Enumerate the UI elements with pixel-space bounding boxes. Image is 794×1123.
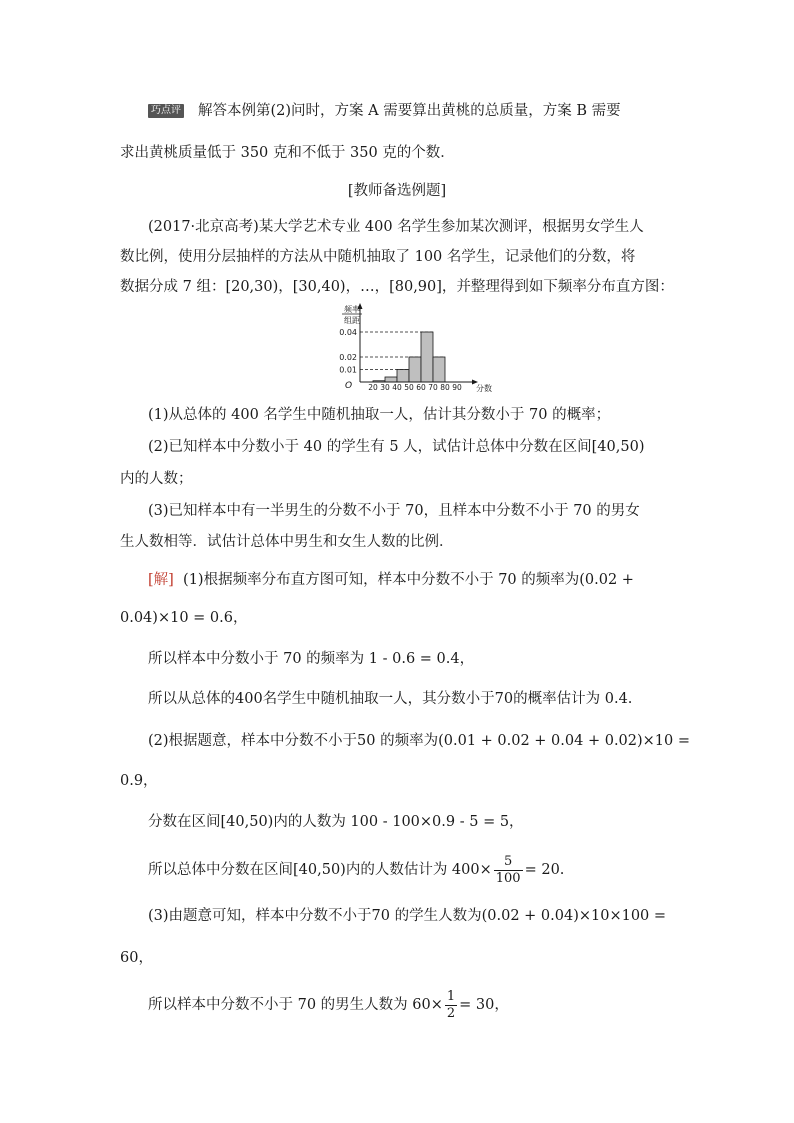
histogram-bar	[385, 377, 397, 382]
histogram-bar	[397, 370, 409, 383]
solution-line-11	[148, 987, 509, 1023]
x-tick-label: 50	[404, 383, 414, 392]
y-tick-label: 0.01	[339, 365, 357, 375]
fraction-numerator: 5	[494, 854, 523, 871]
origin-label: O	[345, 381, 353, 391]
question-2-line-1: (2)已知样本中分数小于 40 的学生有 5 人，试估计总体中分数在区间[40,50)	[148, 439, 645, 455]
fraction-denominator: 100	[495, 870, 521, 886]
x-axis-label: 分数	[476, 384, 492, 393]
x-tick-label: 20	[368, 383, 378, 392]
x-tick-labels	[368, 383, 462, 392]
fraction-5-over-100	[494, 854, 523, 887]
fraction-denominator: 2	[446, 1005, 456, 1021]
solution-text-1: (1)根据频率分布直方图可知，样本中分数不小于 70 的频率为(0.02 +	[183, 572, 634, 588]
x-tick-label: 80	[440, 383, 450, 392]
solution-line-9: (3)由题意可知，样本中分数不小于70 的学生人数为(0.02 + 0.04)×10×100 =	[148, 908, 667, 924]
question-3-line-1: (3)已知样本中有一半男生的分数不小于 70，且样本中分数不小于 70 的男女	[148, 503, 640, 519]
comment-line-1	[148, 101, 621, 121]
solution-line-5: (2)根据题意，样本中分数不小于50 的频率为(0.01 + 0.02 + 0.04 + 0.02)×10 =	[148, 733, 691, 749]
solution-line-10: 60，	[120, 950, 153, 966]
solution-line-2: 0.04)×10 = 0.6，	[120, 610, 248, 626]
solution-line-4: 所以从总体的400名学生中随机抽取一人，其分数小于70的概率估计为 0.4.	[148, 691, 633, 707]
y-label-bottom: 组距	[344, 316, 360, 325]
x-tick-label: 60	[416, 383, 426, 392]
solution-line-6: 0.9，	[120, 773, 158, 789]
comment-badge: 巧点评	[148, 104, 184, 118]
problem-text-1: 某大学艺术专业 400 名学生参加某次测评，根据男女学生人	[258, 219, 644, 235]
problem-line-2: 数比例，使用分层抽样的方法从中随机抽取了 100 名学生，记录他们的分数，将	[120, 249, 636, 265]
solution-line-7: 分数在区间[40,50)内的人数为 100 - 100×0.9 - 5 = 5，	[148, 814, 524, 830]
x-tick-label: 40	[392, 383, 402, 392]
solution-11-text: 所以样本中分数不小于 70 的男生人数为 60×	[148, 997, 443, 1013]
solution-line-1	[148, 570, 634, 590]
question-2-line-2: 内的人数；	[120, 471, 193, 487]
solution-8-text: 所以总体中分数在区间[40,50)内的人数估计为 400×	[148, 862, 492, 878]
x-tick-label: 90	[452, 383, 462, 392]
histogram-bar	[433, 357, 445, 382]
question-3-line-2: 生人数相等．试估计总体中男生和女生人数的比例．	[120, 534, 454, 550]
problem-source: (2017·北京高考)	[148, 219, 259, 235]
y-tick-label: 0.04	[339, 328, 357, 337]
y-label-top: 频率	[344, 305, 360, 314]
y-tick-labels	[339, 328, 357, 375]
solution-11-result: = 30，	[459, 997, 509, 1013]
solution-line-8	[148, 852, 564, 888]
fraction-numerator: 1	[446, 988, 456, 1004]
x-tick-label: 70	[428, 383, 438, 392]
y-tick-label: 0.02	[339, 353, 357, 362]
histogram-bar	[421, 332, 433, 382]
problem-line-1	[148, 217, 644, 237]
solution-tag: [解]	[148, 572, 174, 588]
solution-line-3: 所以样本中分数小于 70 的频率为 1 - 0.6 = 0.4，	[148, 651, 475, 667]
histogram-bar	[409, 357, 421, 382]
frequency-histogram	[318, 299, 508, 394]
x-tick-label: 30	[380, 383, 390, 392]
solution-8-result: = 20.	[524, 862, 565, 878]
section-title: [教师备选例题]	[347, 183, 447, 199]
fraction-1-over-2	[445, 989, 457, 1022]
histogram-bars	[373, 332, 445, 382]
comment-text-1: 解答本例第(2)问时，方案 A 需要算出黄桃的总质量，方案 B 需要	[198, 103, 621, 119]
comment-line-2: 求出黄桃质量低于 350 克和不低于 350 克的个数．	[120, 145, 455, 161]
problem-line-3: 数据分成 7 组：[20,30)，[30,40)，…，[80,90]，并整理得到如下频率分布直方图：	[120, 279, 674, 295]
question-1: (1)从总体的 400 名学生中随机抽取一人，估计其分数小于 70 的概率；	[148, 407, 611, 423]
